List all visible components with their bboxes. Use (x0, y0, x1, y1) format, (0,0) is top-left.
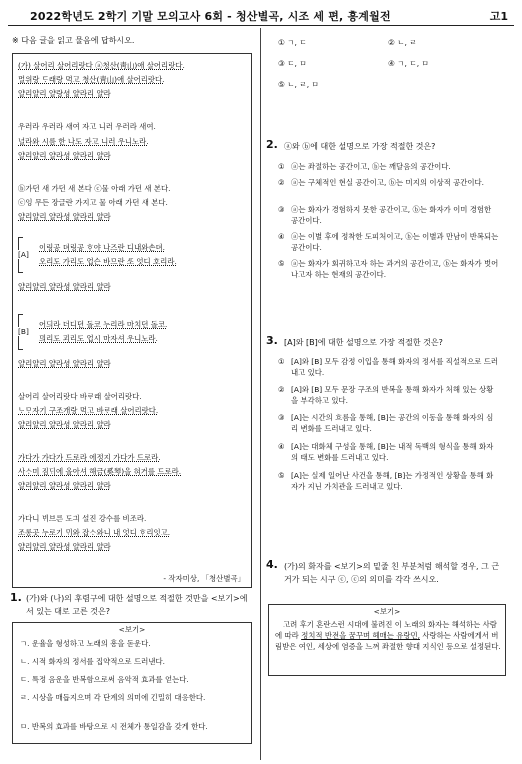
q4-number: 4. (266, 558, 278, 571)
page-header (0, 0, 522, 28)
passage-source: - 작자미상, 「청산별곡」 (163, 574, 245, 583)
q3-choice-1[interactable]: ① [A]와 [B] 모두 감정 이입을 통해 화자의 정서를 직설적으로 드러내고 있다. (278, 357, 499, 377)
q1-bogi-box (12, 622, 252, 744)
q4-bogi-box (268, 604, 506, 676)
q1-option[interactable]: ③ ㄷ, ㅁ (278, 59, 307, 68)
q2-number: 2. (266, 138, 278, 151)
q1-number: 1. (10, 591, 22, 604)
q3-choice-3[interactable]: ③ [A]는 시간의 흐름을 통해, [B]는 공간의 이동을 통해 화자의 심리 변화를 드러내고 있다. (278, 413, 494, 433)
instruction-text: ※ 다음 글을 읽고 물음에 답하시오. (12, 36, 135, 45)
q1-option[interactable]: ④ ㄱ, ㄷ, ㅁ (388, 59, 429, 68)
grade-label: 고1 (489, 10, 508, 23)
q3-question: [A]와 [B]에 대한 설명으로 가장 적절한 것은? (284, 338, 443, 347)
passage-line: 얄리얄리 얄라셩 얄라리 얄라 (18, 212, 111, 221)
bogi-item: ㄷ. 특정 음운을 반복함으로써 음악적 효과를 얻는다. (20, 675, 189, 684)
bogi-text-post: 사랑하는 사람에게서 버림받은 여인, 세상에 염증을 느껴 좌절한 향대 지식인 등으로 설정된다. (275, 631, 501, 651)
passage-line: ᄂᆞᄆᆞ자기 구조개랑 먹고 바ᄅᆞ래 살어리랏다. (18, 406, 159, 415)
q4-question: (가)의 화자를 <보기>의 밑줄 친 부분처럼 해석할 경우, 그 근거가 되는 시구 ⓒ, ⓒ의 의미를 각각 쓰시오. (284, 562, 500, 584)
passage-line: 멀위랑 ᄃᆞ래랑 먹고 청산(靑山)애 살어리랏다. (18, 75, 165, 84)
q1-option[interactable]: ② ㄴ, ㄹ (388, 38, 417, 47)
passage-line: 얄리얄리 얄랑셩 얄라리 얄라 (18, 89, 111, 98)
passage-line: 얄리얄리 얄라셩 얄라리 얄라 (18, 359, 111, 368)
passage-line: 어듸라 더디던 돌코 누리라 마치던 돌코. (39, 320, 168, 329)
q1-question: (가)와 (나)의 후렴구에 대한 설명으로 적절한 것만을 <보기>에서 있는 대로 고른 것은? (26, 594, 248, 616)
passage-line: 얄리얄리 얄라셩 얄라리 얄라 (18, 282, 111, 291)
bogi-title: <보기> (118, 625, 146, 634)
passage-line: 오리도 가리도 업슨 바므란 ᄯᅩ 엇디 호리라. (39, 257, 177, 266)
bogi-item: ㄱ. 운율을 형성하고 노래의 흥을 돋운다. (20, 639, 151, 648)
bogi-text-pre: 고려 후기 혼란스런 시대에 불려진 이 노래의 화자는 해석하는 사람에 따라 (275, 620, 497, 640)
passage-line: 살어리 살어리랏다 바ᄅᆞ래 살어리랏다. (18, 392, 142, 401)
bracket-b-label: [B] (18, 327, 29, 336)
bogi-item: ㄹ. 시상을 매듭지으며 각 단계의 의미에 긴밀히 대응한다. (20, 693, 206, 702)
passage-line: 믜리도 괴리도 업시 마자셔 우니노라. (39, 334, 158, 343)
q3-number: 3. (266, 334, 278, 347)
exam-title: 2022학년도 2학기 기말 모의고사 6회 - 청산별곡, 시조 세 편, 흥계월전 (30, 10, 391, 23)
q3-choice-2[interactable]: ② [A]와 [B] 모두 문장 구조의 반복을 통해 화자가 처해 있는 상황을 부각하고 있다. (278, 385, 494, 405)
passage-line: 가다가 가다가 드로라 에정지 가다가 드로라. (18, 453, 161, 462)
bogi-title: <보기> (373, 607, 401, 616)
passage-line: 얄리얄리 얄라셩 얄라리 얄라 (18, 151, 111, 160)
passage-line: 가다니 ᄇᆡ브른 도긔 설진 강수를 비조라. (18, 514, 147, 523)
bogi-item: ㅁ. 반복의 효과를 바탕으로 시 전체가 통일감을 갖게 한다. (20, 722, 208, 731)
header-rule (8, 25, 514, 26)
q2-choice-2[interactable]: ② ⓐ는 구체적인 현실 공간이고, ⓑ는 미지의 이상적 공간이다. (278, 178, 484, 187)
passage-line: 얄리얄리 얄라셩 얄라리 얄라 (18, 420, 111, 429)
q1-option[interactable]: ⑤ ㄴ, ㄹ, ㅁ (278, 80, 319, 89)
passage-line: ⓒ잉 무든 장글란 가지고 물 아래 가던 새 본다. (18, 198, 168, 207)
q3-choice-4[interactable]: ④ [A]는 대화체 구성을 통해, [B]는 내적 독백의 형식을 통해 화자의 태도 변화를 드러내고 있다. (278, 442, 494, 462)
passage-line: 얄리얄리 얄라셩 얄라리 얄라 (18, 542, 111, 551)
passage-line: 얄리얄리 얄라셩 얄라리 얄라 (18, 481, 111, 490)
q2-choice-4[interactable]: ④ ⓐ는 이별 후에 정착한 도피처이고, ⓑ는 이별과 만남이 반복되는 공간이다. (278, 232, 499, 252)
passage-line: ⓑ가던 새 가던 새 본다 ⓒ물 아래 가던 새 본다. (18, 184, 171, 193)
passage-box (12, 53, 252, 588)
passage-line: 우러라 우러라 새여 자고 니러 우러라 새여. (18, 122, 156, 131)
passage-line: (가) 살어리 살어리랏다 ⓐ청산(靑山)애 살어리랏다. (18, 61, 185, 70)
q3-choice-5[interactable]: ⑤ [A]는 실제 일어난 사건을 통해, [B]는 가정적인 상황을 통해 화자가 지닌 가치관을 드러내고 있다. (278, 471, 494, 491)
q2-choice-5[interactable]: ⑤ ⓐ는 화자가 회귀하고자 하는 과거의 공간이고, ⓑ는 화자가 벗어나고자 하는 현재의 공간이다. (278, 259, 499, 279)
bracket-a-label: [A] (18, 250, 29, 259)
q2-choice-1[interactable]: ① ⓐ는 좌절하는 공간이고, ⓑ는 깨달음의 공간이다. (278, 162, 451, 171)
bogi-item: ㄴ. 시적 화자의 정서를 집약적으로 드러낸다. (20, 657, 165, 666)
bogi-text (275, 619, 501, 652)
q1-option[interactable]: ① ㄱ, ㄷ (278, 38, 307, 47)
q2-choice-3[interactable]: ③ ⓐ는 화자가 경험하지 못한 공간이고, ⓑ는 화자가 이미 경험한 공간이다. (278, 205, 492, 225)
q2-question: ⓐ와 ⓑ에 대한 설명으로 가장 적절한 것은? (284, 142, 436, 151)
bogi-underlined-text: 정치적 반전을 꿈꾸며 헤매는 유랑민, (301, 631, 420, 640)
column-divider (260, 28, 261, 760)
passage-line: 조롱곳 누로기 ᄆᆡ와 잡ᄉᆞ와니 내 엇디 ᄒᆞ리잇고. (18, 528, 171, 537)
passage-line: 이링공 뎌링공 ᄒᆞ야 나즈란 디내와손뎌. (39, 243, 165, 252)
passage-line: 사ᄉᆞ미 짐ᄃᆡ에 올아셔 해금(奚琴)을 혀거를 드로라. (18, 467, 182, 476)
passage-line: 널라와 시름 한 나도 자고 니러 우니노라. (18, 137, 149, 146)
